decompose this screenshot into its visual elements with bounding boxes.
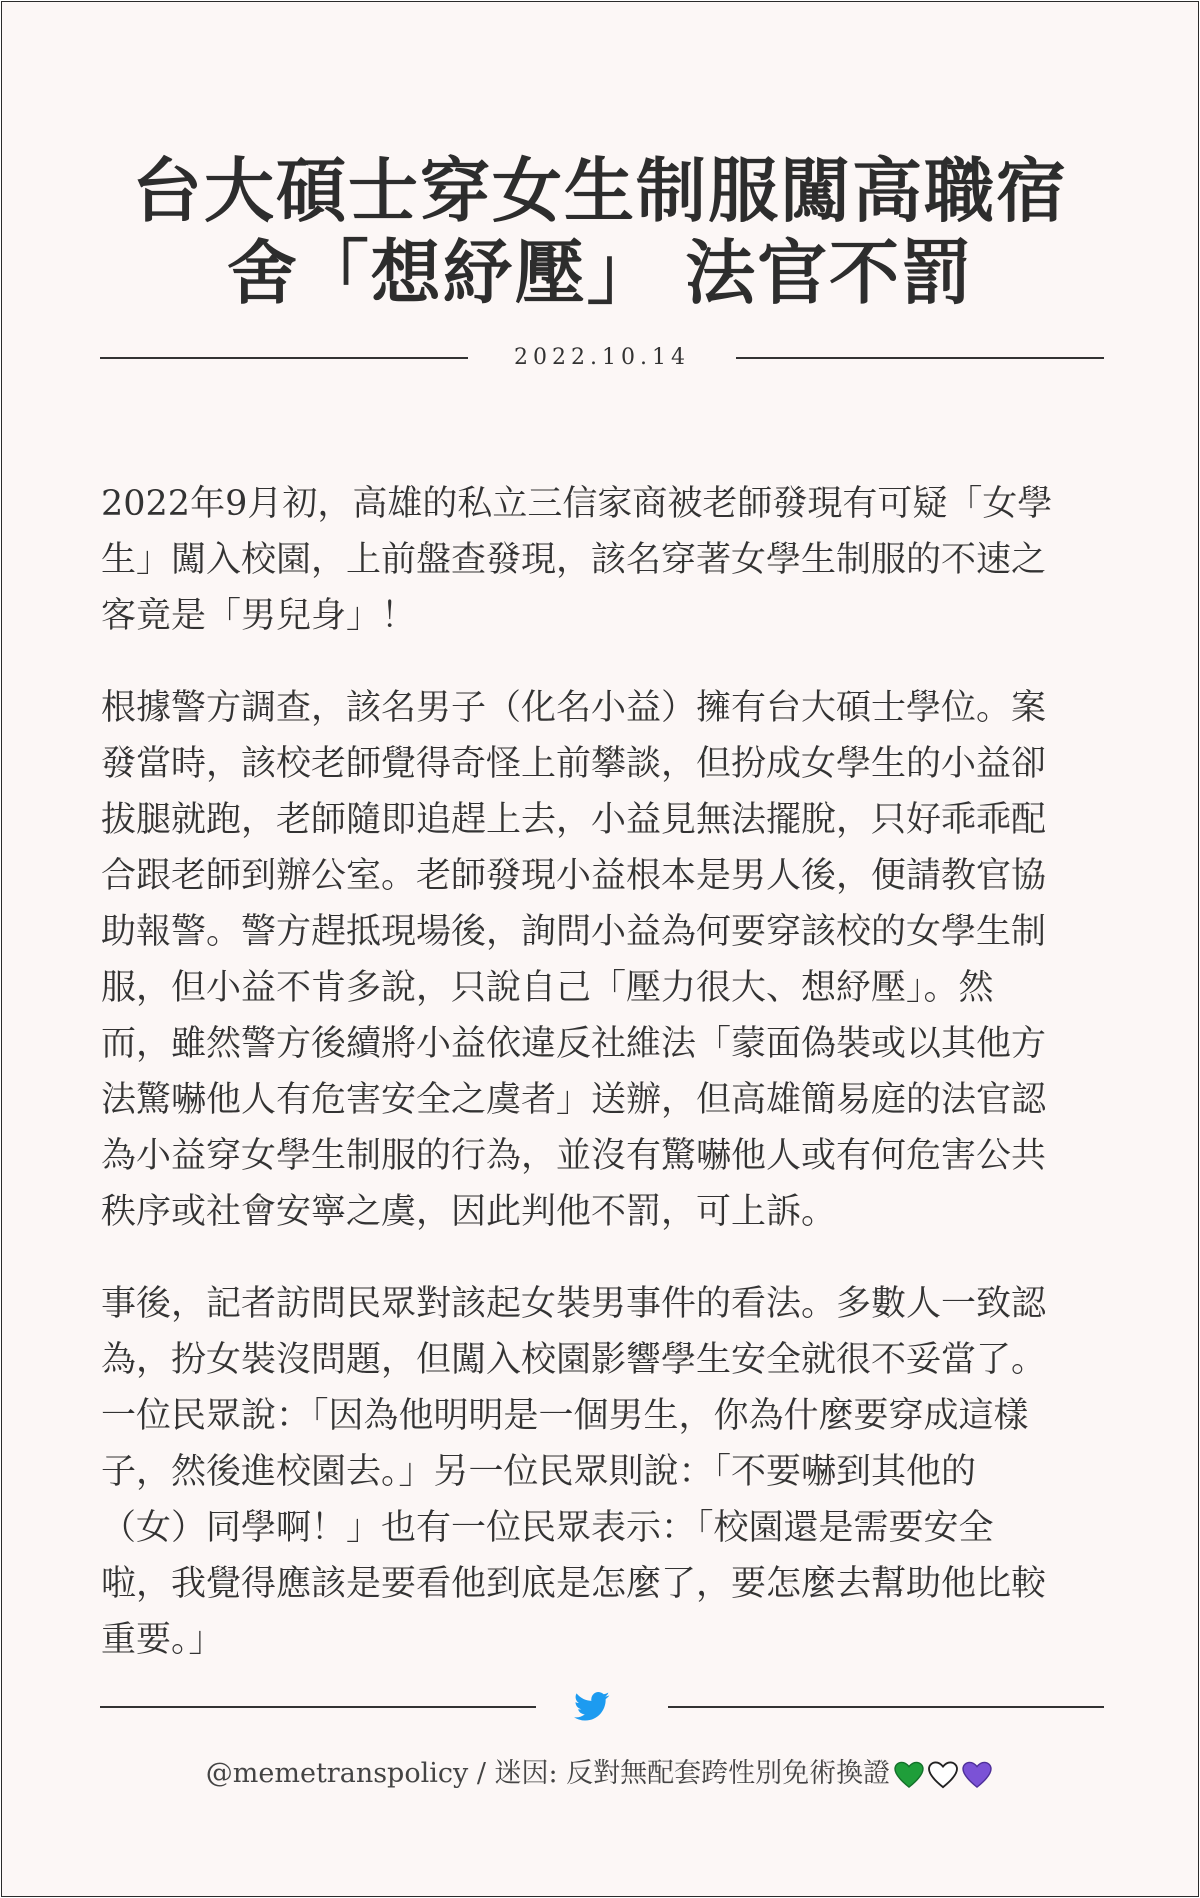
title-line: 舍「想紓壓」 法官不罰 bbox=[226, 232, 974, 314]
footer-divider-left bbox=[100, 1706, 536, 1708]
text-line: 合跟老師到辦公室。老師發現小益根本是男人後，便請教官協 bbox=[101, 856, 1047, 896]
text-line: 為小益穿女學生制服的行為，並沒有驚嚇他人或有何危害公共 bbox=[101, 1136, 1047, 1176]
text-line: 為，扮女裝沒問題，但闖入校園影響學生安全就很不妥當了。 bbox=[101, 1340, 1047, 1380]
text-line: 服，但小益不肯多說，只說自己「壓力很大、想紓壓」。然 bbox=[101, 968, 994, 1008]
divider-left bbox=[100, 357, 468, 359]
text-line: 根據警方調查，該名男子（化名小益）擁有台大碩士學位。案 bbox=[101, 688, 1047, 728]
text-line: 一位民眾說：「因為他明明是一個男生，你為什麼要穿成這樣 bbox=[101, 1396, 1029, 1436]
text-line: 客竟是「男兒身」！ bbox=[101, 596, 417, 636]
divider-right bbox=[736, 357, 1104, 359]
article-card bbox=[1, 1, 1199, 1897]
footer-divider-row bbox=[100, 1688, 1104, 1728]
credit-text: @memetranspolicy / 迷因: 反對無配套跨性別免術換證 bbox=[205, 1758, 891, 1789]
text-line: 2022年9月初，高雄的私立三信家商被老師發現有可疑「女學 bbox=[101, 484, 1053, 524]
footer-credit bbox=[62, 1754, 1138, 1795]
article-title bbox=[62, 150, 1138, 314]
text-line: 拔腿就跑，老師隨即追趕上去，小益見無法擺脫，只好乖乖配 bbox=[101, 800, 1047, 840]
purple-heart-icon bbox=[962, 1761, 992, 1789]
article-body bbox=[101, 440, 1111, 1704]
text-line: 事後，記者訪問民眾對該起女裝男事件的看法。多數人一致認 bbox=[101, 1284, 1047, 1324]
footer-divider-right bbox=[668, 1706, 1104, 1708]
hearts bbox=[892, 1755, 994, 1795]
text-line: 發當時，該校老師覺得奇怪上前攀談，但扮成女學生的小益卻 bbox=[101, 744, 1047, 784]
text-line: 秩序或社會安寧之虞，因此判他不罰，可上訴。 bbox=[101, 1192, 837, 1232]
text-line: 法驚嚇他人有危害安全之虞者」送辦，但高雄簡易庭的法官認 bbox=[101, 1080, 1047, 1120]
title-line: 台大碩士穿女生制服闖高職宿 bbox=[132, 150, 1068, 232]
publish-date: 2022.10.14 bbox=[514, 345, 690, 370]
text-line: 而，雖然警方後續將小益依違反社維法「蒙面偽裝或以其他方 bbox=[101, 1024, 1047, 1064]
text-line: 子，然後進校園去。」另一位民眾則說：「不要嚇到其他的 bbox=[101, 1452, 977, 1492]
white-heart-icon bbox=[928, 1761, 958, 1789]
text-line: 生」闖入校園，上前盤查發現，該名穿著女學生制服的不速之 bbox=[101, 540, 1047, 580]
text-line: （女）同學啊！」也有一位民眾表示：「校園還是需要安全 bbox=[101, 1508, 994, 1548]
date-row bbox=[100, 341, 1104, 375]
twitter-bird-icon bbox=[574, 1688, 610, 1724]
green-heart-icon bbox=[894, 1761, 924, 1789]
text-line: 啦，我覺得應該是要看他到底是怎麼了，要怎麼去幫助他比較 bbox=[101, 1564, 1047, 1604]
text-line: 重要。」 bbox=[101, 1620, 224, 1660]
text-line: 助報警。警方趕抵現場後，詢問小益為何要穿該校的女學生制 bbox=[101, 912, 1047, 952]
